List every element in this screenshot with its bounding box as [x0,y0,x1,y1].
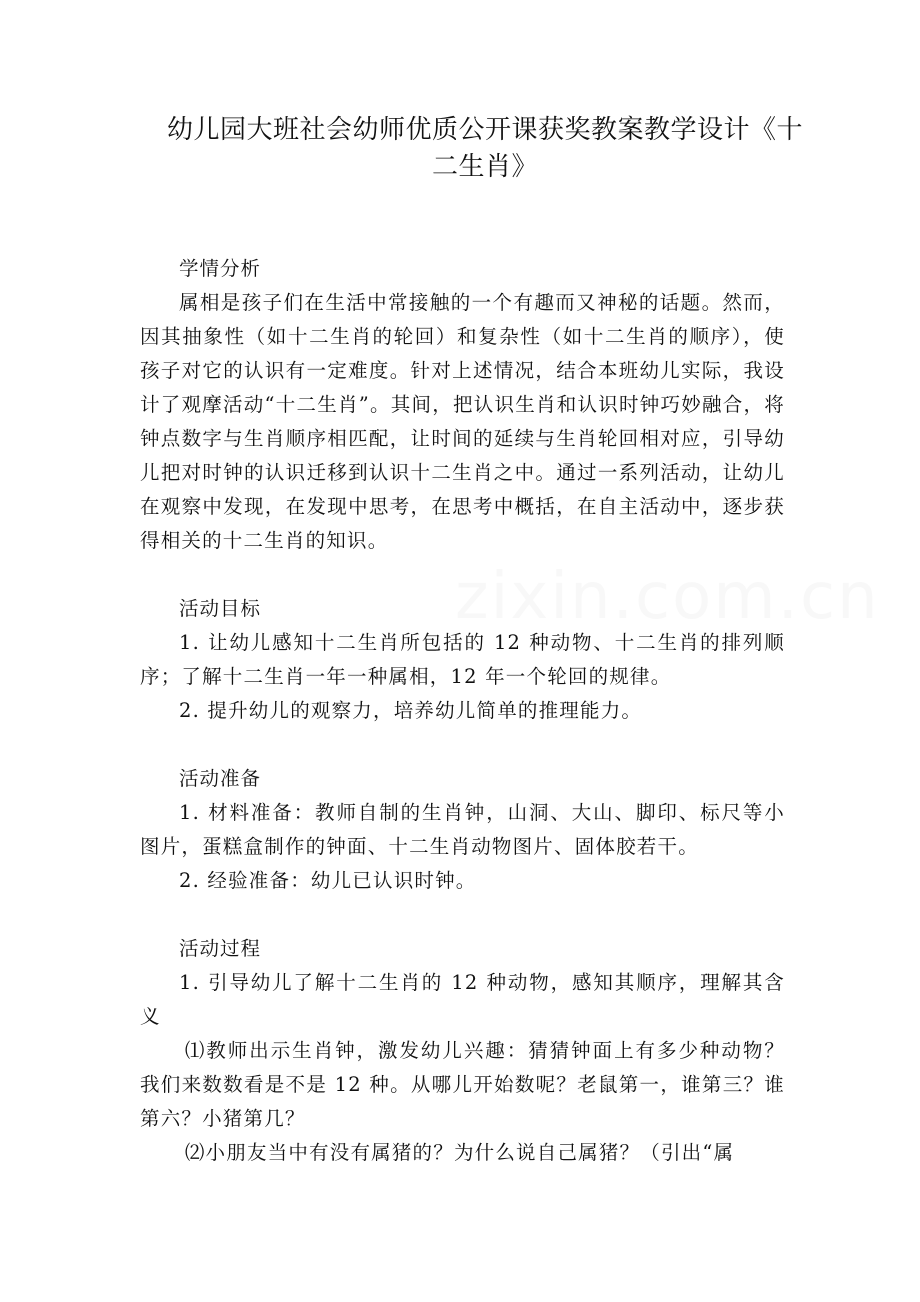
paragraph: ⑵小朋友当中有没有属猪的？为什么说自己属猪？（引出“属 [184,1141,735,1164]
section-gap [140,898,785,932]
title-line-2: 二生肖》 [431,152,538,182]
document-body [140,252,785,1170]
paragraph: 2. 经验准备：幼儿已认识时钟。 [179,869,477,892]
section-heading-process: 活动过程 [179,937,262,960]
watermark: zixin.com.cn [455,560,880,634]
paragraph: 属相是孩子们在生活中常接触的一个有趣而又神秘的话题。然而，因其抽象性（如十二生肖的轮回）和复杂性（如十二生肖的顺序），使孩子对它的认识有一定难度。针对上述情况，结合本班幼儿实际，我设计了观摩活动“十二生肖”。其间，把认识生肖和认识时钟巧妙融合，将钟点数字与生肖顺序相匹配，让时间的延续与生肖轮回相对应，引导幼儿把对时钟的认识迁移到认识十二生肖之中。通过一系列活动，让幼儿在观察中发现，在发现中思考，在思考中概括，在自主活动中，逐步获得相关的十二生肖的知识。 [140,291,785,552]
document-title [140,112,830,186]
paragraph: 2. 提升幼儿的观察力，培养幼儿简单的推理能力。 [179,699,643,722]
section-gap [140,558,785,592]
paragraph: 1. 引导幼儿了解十二生肖的 12 种动物，感知其顺序，理解其含义 [140,971,785,1028]
paragraph: ⑴教师出示生肖钟，激发幼儿兴趣：猜猜钟面上有多少种动物？我们来数数看是不是 12 种。从哪儿开始数呢？老鼠第一，谁第三？谁第六？小猪第几？ [140,1039,785,1130]
title-line-1: 幼儿园大班社会幼师优质公开课获奖教案教学设计《十 [166,115,803,145]
section-gap [140,728,785,762]
section-heading-goals: 活动目标 [179,597,262,620]
section-heading-preparation: 活动准备 [179,767,262,790]
paragraph: 1. 让幼儿感知十二生肖所包括的 12 种动物、十二生肖的排列顺序；了解十二生肖一年一种属相，12 年一个轮回的规律。 [140,631,785,688]
paragraph: 1. 材料准备：教师自制的生肖钟，山洞、大山、脚印、标尺等小图片，蛋糕盒制作的钟面、十二生肖动物图片、固体胶若干。 [140,801,785,858]
section-heading-analysis: 学情分析 [179,257,262,280]
